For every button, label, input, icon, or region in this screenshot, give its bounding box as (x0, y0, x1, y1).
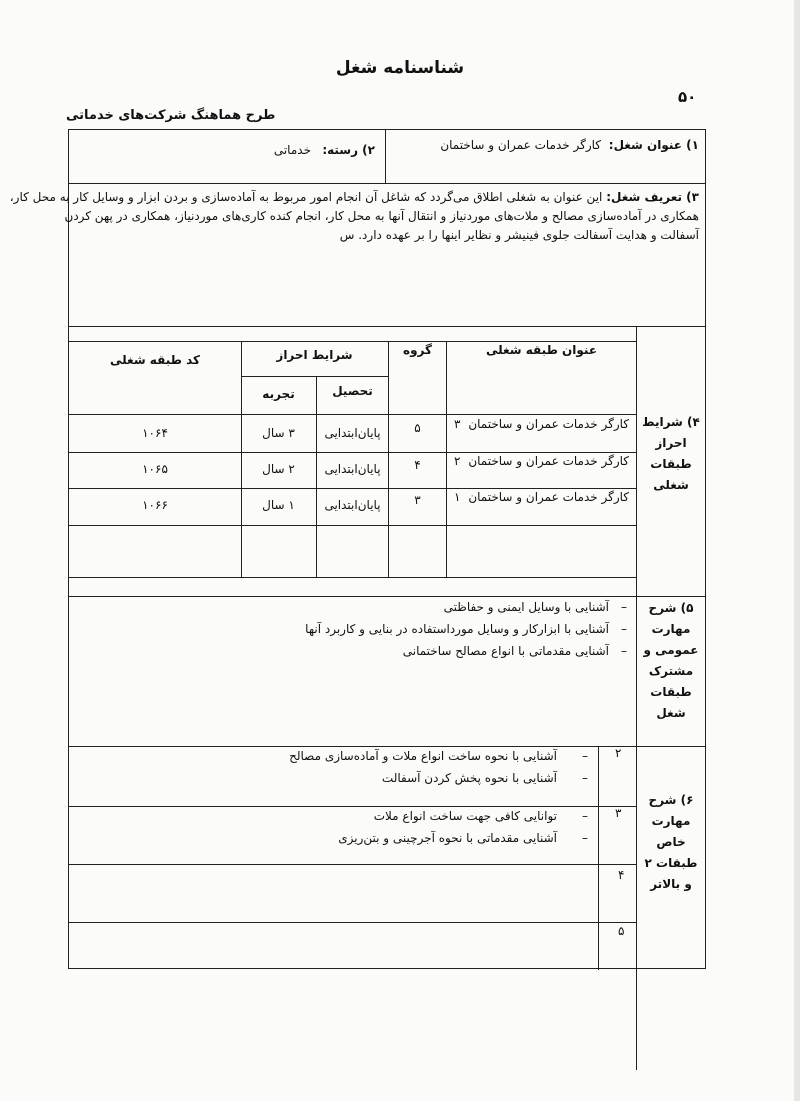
class-row-title: کارگر خدمات عمران و ساختمان (468, 454, 629, 468)
definition-label: ۳) تعریف شغل: (606, 190, 699, 204)
class-row-title: کارگر خدمات عمران و ساختمان (468, 490, 629, 504)
classes-section-label: ۴) شرایط احراز طبقات شغلی (642, 415, 700, 492)
job-category-value: خدماتی (273, 143, 311, 157)
definition-line-1: این عنوان به شغلی اطلاق می‌گردد که شاغل آن انجام امور مربوط به آماده‌سازی و بردن ابزار و وسایل کار به محل کار، (9, 190, 603, 204)
definition-line-2: همکاری در آماده‌سازی مصالح و ملات‌های موردنیاز و انتقال آنها به محل کار، انجام کنده کاری‌های موردنیاز، همکاری در پهن کردن (64, 209, 699, 223)
job-title-value: کارگر خدمات عمران و ساختمان (440, 138, 601, 152)
row1-divider (385, 130, 386, 183)
class-row-experience: ۲ سال (262, 462, 295, 476)
class-row-level: ۳ (454, 417, 461, 431)
header-education: تحصیل (332, 384, 373, 398)
class-row-experience: ۳ سال (262, 426, 295, 440)
header-class-title: عنوان طبقه شغلی (485, 343, 598, 357)
general-skills-label: ۵) شرح مهارت عمومی و مشترک طبقات شغل (643, 601, 699, 720)
class-row-code: ۱۰۶۶ (142, 498, 168, 512)
class-row-group: ۴ (414, 458, 421, 472)
specific-skill-level: ۵ (618, 924, 625, 938)
class-row-education: پایان‌ابتدایی (324, 498, 381, 512)
specific-skill-level: ۲ (615, 746, 622, 760)
class-row-education: پایان‌ابتدایی (324, 462, 381, 476)
class-row-level: ۲ (454, 454, 461, 468)
class-row-level: ۱ (454, 490, 461, 504)
page-edge (794, 0, 800, 1101)
class-row-group: ۳ (414, 493, 421, 507)
header-class-code: کد طبقه شغلی (110, 353, 200, 367)
job-definition (10, 188, 699, 245)
class-row-experience: ۱ سال (262, 498, 295, 512)
header-experience: تجربه (262, 387, 295, 401)
job-title-label: ۱) عنوان شغل: (608, 138, 699, 152)
specific-skill-level: ۳ (615, 806, 622, 820)
header-qualifications: شرایط احراز (276, 348, 353, 362)
level-column-divider (598, 746, 599, 970)
page-number: ۵۰ (678, 88, 697, 106)
class-row-education: پایان‌ابتدایی (324, 426, 381, 440)
definition-line-3: آسفالت و هدایت آسفالت جلوی فینیشر و نظایر اینها را بر عهده دارد. س (339, 228, 699, 242)
plan-label: طرح هماهنگ شرکت‌های خدماتی (66, 108, 276, 123)
specific-skills-label: ۶) شرح مهارت خاص طبقات ۲ و بالاتر (644, 793, 698, 891)
page-title: شناسنامه شغل (335, 58, 465, 78)
job-form-table: ۱) عنوان شغل: کارگر خدمات عمران و ساختمان ۲) رسته: خدماتی ۳) تعریف شغل: این عنوان به شغلی اطلاق می‌گردد که شاغل آن انجام امور مربوط به آماده‌سازی و بردن ابزار و وسایل کار به محل کار، همکاری در آماده‌سازی مصالح و ملات‌های موردنیاز و انتقال آنها به محل کار، انجام کنده کاری‌های موردنیاز، همکاری در پهن کردن آسفالت و هدایت آسفالت جلوی فینیشر و نظایر اینها را بر عهده دارد. س ۴) شرایط احراز طبقات شغلی عنوان طبقه شغلی گروه شرایط احراز کد طبقه شغلی تحصیل تجربه کارگر خدمات عمران و ساختمان ۳ ۵ پایان‌ابتدایی ۳ سال ۱۰۶۴ کارگر خدمات عمران و ساختمان ۲ ۴ پایان‌ابتدایی ۲ سال ۱۰۶۵ کارگر خدمات عمران و ساختمان ۱ ۳ پایان‌ابتدایی ۱ سال ۱۰۶۶ ۵) شرح مهارت عمومی و مشترک طبقات شغل – آشنایی با وسایل ایمنی و حفاظتی – آشنایی با ابزارکار و وسایل مورداستفاده در بنایی و کاربرد آنها – آشنایی مقدماتی با انواع مصالح ساختمانی ۶) شرح مهارت خاص طبقات ۲ و بالاتر ۲ – آشنایی با نحوه ساخت انواع ملات و آماده‌سازی مصالح – آشنایی با نحوه پخش کردن آسفالت ۳ – توانایی کافی جهت ساخت انواع ملات – آشنایی مقدماتی با نحوه آجرچینی و بتن‌ریزی ۴ ۵ (68, 129, 706, 969)
class-row-code: ۱۰۶۵ (142, 462, 168, 476)
class-row-title: کارگر خدمات عمران و ساختمان (468, 417, 629, 431)
header-group: گروه (403, 343, 432, 357)
specific-skill-level: ۴ (618, 868, 625, 882)
class-row-code: ۱۰۶۴ (142, 426, 168, 440)
job-category-label: ۲) رسته: (322, 143, 375, 157)
class-row-group: ۵ (414, 421, 421, 435)
